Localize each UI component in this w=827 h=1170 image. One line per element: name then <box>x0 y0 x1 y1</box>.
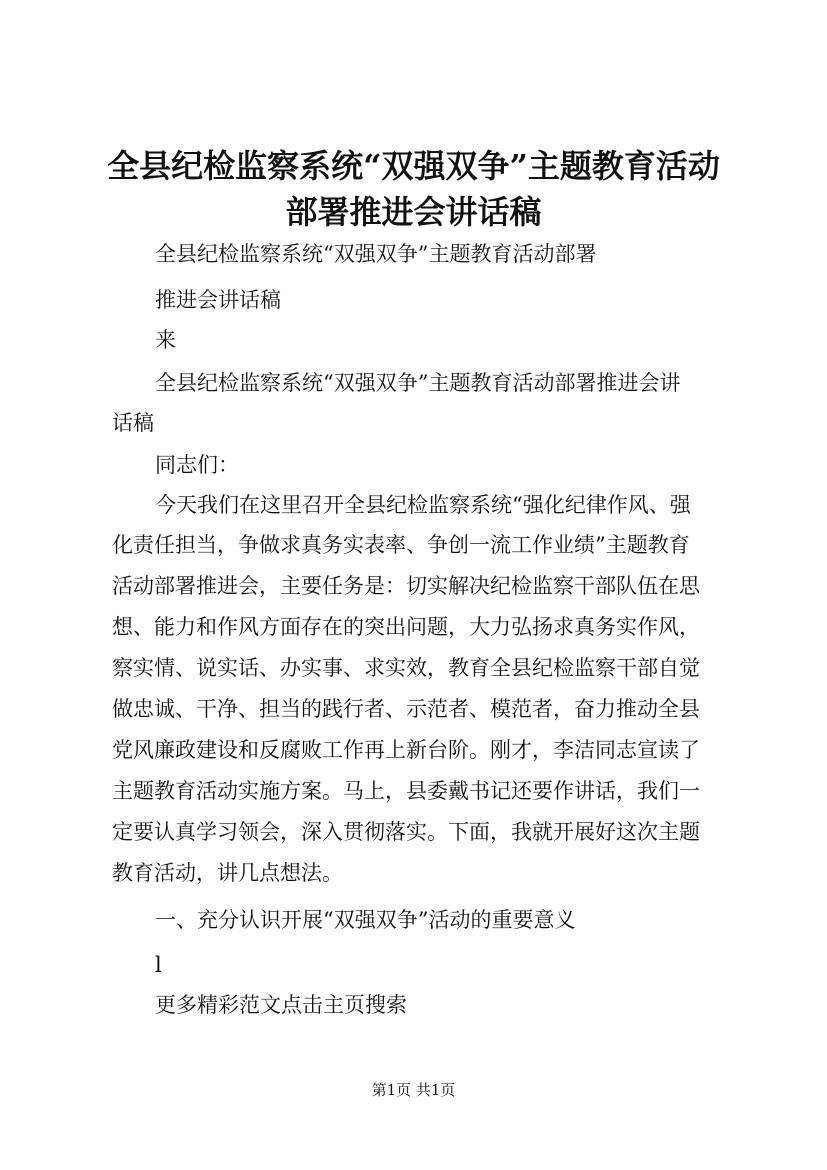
body-line: 同志们： <box>155 453 239 477</box>
body-line: 活动部署推进会，主要任务是：切实解决纪检监察干部队伍在思 <box>112 574 700 598</box>
promo-line: 更多精彩范文点击主页搜索 <box>155 993 407 1017</box>
document-title-line-2: 部署推进会讲话稿 <box>285 193 542 231</box>
body-line: 来 <box>155 328 176 352</box>
page-number-footer: 第1页 共1页 <box>371 1081 456 1099</box>
section-heading: 一、充分认识开展“双强双争”活动的重要意义 <box>155 908 576 932</box>
body-line: 主题教育活动实施方案。马上，县委戴书记还要作讲话，我们一 <box>112 779 700 803</box>
body-line: 教育活动，讲几点想法。 <box>112 861 343 885</box>
body-line: 党风廉政建设和反腐败工作再上新台阶。刚才，李洁同志宣读了 <box>112 738 700 762</box>
document-title-line-1: 全县纪检监察系统“双强双争”主题教育活动 <box>107 147 720 185</box>
body-line: 察实情、说实话、办实事、求实效，教育全县纪检监察干部自觉 <box>112 656 700 680</box>
body-line: 话稿 <box>112 411 154 435</box>
body-line: 全县纪检监察系统“双强双争”主题教育活动部署推进会讲 <box>155 371 681 395</box>
body-line: 化责任担当，争做求真务实表率、争创一流工作业绩”主题教育 <box>112 533 690 557</box>
body-line: 定要认真学习领会，深入贯彻落实。下面，我就开展好这次主题 <box>112 820 700 844</box>
body-line: 全县纪检监察系统“双强双争”主题教育活动部署 <box>155 242 597 266</box>
body-line: 做忠诚、干净、担当的践行者、示范者、模范者，奋力推动全县 <box>112 697 700 721</box>
body-line: 想、能力和作风方面存在的突出问题，大力弘扬求真务实作风， <box>112 615 700 639</box>
body-line: 推进会讲话稿 <box>155 288 281 312</box>
body-line: 今天我们在这里召开全县纪检监察系统“强化纪律作风、强 <box>155 493 691 517</box>
body-line: l <box>155 953 162 977</box>
